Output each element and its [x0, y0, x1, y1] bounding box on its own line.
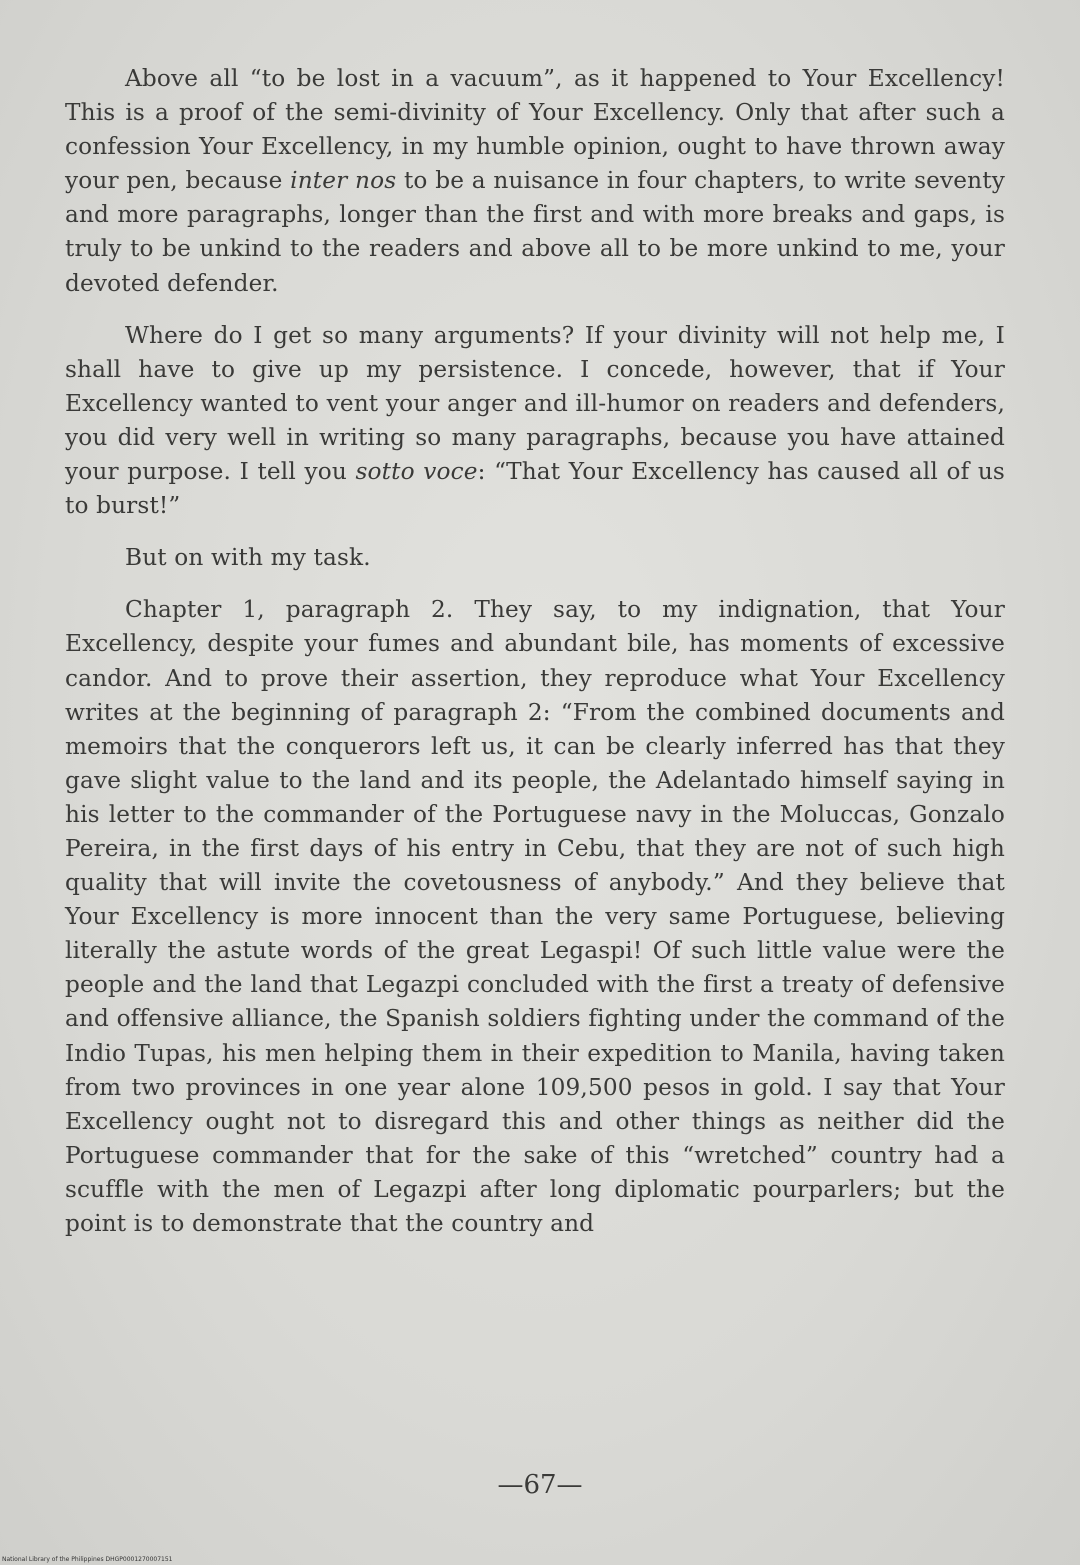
text-segment: Above all “to be lost in a vacuum”, as it happened to Your Excellency! This is a proof of the semi-divinity of Your Excellency. Only that after such a confession Your Excellency, in my humble opinion, ought to have thrown away your pen, because: [65, 65, 1005, 195]
italic-phrase: inter nos: [290, 167, 397, 195]
paragraph: [65, 319, 1005, 524]
page-number: —67—: [497, 1470, 583, 1500]
text-segment: Where do I get so many arguments? If your divinity will not help me, I shall have to give up my persistence. I concede, however, that if Your Excellency wanted to vent your anger and ill-humor on readers and defenders, you did very well in writing so many paragraphs, because you have attained your purpose. I tell you: [65, 321, 1005, 486]
body-text: [65, 62, 1005, 1259]
text-segment: : “That Your Excellency has caused all of us to burst!”: [65, 458, 1005, 520]
text-segment: Chapter 1, paragraph 2. They say, to my indignation, that Your Excellency, despite your fumes and abundant bile, has moments of excessive candor. And to prove their assertion, they reproduce what Your Excellency writes at the beginning of paragraph 2: “From the combined documents and memoirs that the conquerors left us, it can be clearly inferred has that they gave slight value to the land and its people, the Adelantado himself saying in his letter to the commander of the Portuguese navy in the Moluccas, Gonzalo Pereira, in the first days of his entry in Cebu, that they are not of such high quality that will invite the covetousness of anybody.” And they believe that Your Excellency is more innocent than the very same Portuguese, believing literally the astute words of the great Legaspi! Of such little value were the people and the land that Legazpi concluded with the first a treaty of defensive and offensive alliance, the Spanish soldiers fighting under the command of the Indio Tupas, his men helping them in their expedition to Manila, having taken from two provinces in one year alone 109,500 pesos in gold. I say that Your Excellency ought not to disregard this and other things as neither did the Portuguese commander that for the sake of this “wretched” country had a scuffle with the men of Legazpi after long diplomatic pourparlers; but the point is to demonstrate that the country and: [65, 596, 1005, 1237]
italic-phrase: sotto voce: [355, 458, 478, 486]
text-segment: to be a nuisance in four chapters, to write seventy and more paragraphs, longer than the first and with more breaks and gaps, is truly to be unkind to the readers and above all to be more unkind to me, your devoted defender.: [65, 167, 1005, 297]
paragraph: [65, 62, 1005, 301]
library-credit: National Library of the Philippines DHGP0001270007151: [2, 1556, 173, 1563]
paragraph: [65, 541, 1005, 575]
text-segment: But on with my task.: [125, 544, 371, 572]
paragraph: [65, 593, 1005, 1241]
